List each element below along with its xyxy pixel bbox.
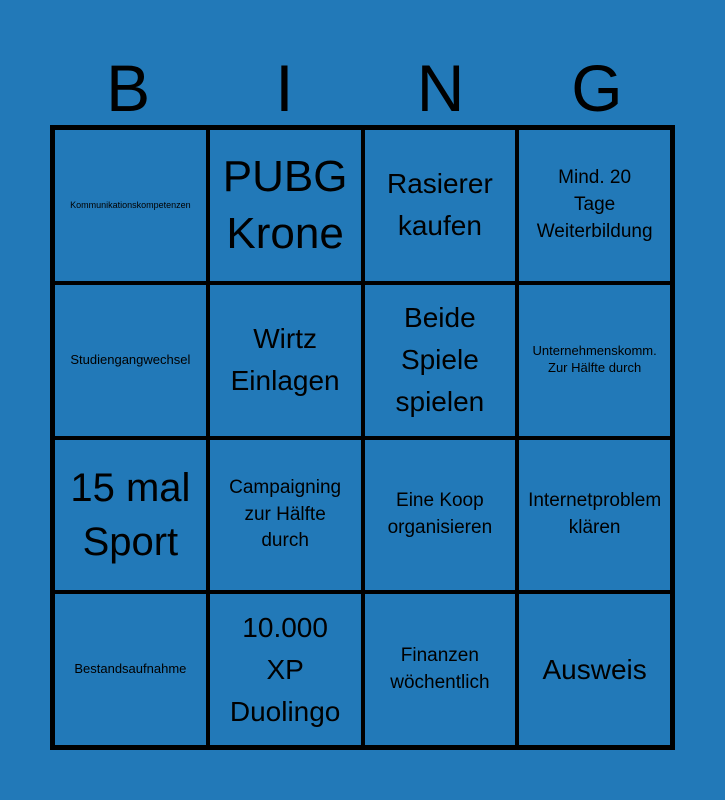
header-letter-b: B xyxy=(106,51,151,125)
bingo-cell[interactable] xyxy=(53,438,208,593)
bingo-cell[interactable] xyxy=(363,128,518,283)
cell-text: Internetproblem klären xyxy=(528,490,662,538)
cell-text: Beide Spiele spielen xyxy=(395,302,485,418)
cell-text: Kommunikationskompetenzen xyxy=(70,199,191,210)
header-letter-g: G xyxy=(571,51,623,125)
header-letter-n: N xyxy=(416,51,465,125)
bingo-cell[interactable] xyxy=(208,283,363,438)
header-letter-i: I xyxy=(275,51,294,125)
bingo-cell[interactable] xyxy=(517,592,672,747)
cell-text: Wirtz Einlagen xyxy=(230,323,340,397)
bingo-cell[interactable] xyxy=(517,438,672,593)
cell-text: Bestandsaufnahme xyxy=(74,661,187,677)
cell-text: 10.000 XP Duolingo xyxy=(229,611,341,727)
bingo-cell[interactable] xyxy=(53,128,208,283)
cell-text: Eine Koop organisieren xyxy=(387,490,493,538)
cell-text: Rasierer kaufen xyxy=(386,168,493,242)
cell-text: Finanzen wöchentlich xyxy=(390,645,490,693)
bingo-cell[interactable] xyxy=(208,592,363,747)
bingo-cell[interactable] xyxy=(53,592,208,747)
bingo-cell[interactable] xyxy=(363,592,518,747)
bingo-cell[interactable] xyxy=(208,438,363,593)
bingo-grid xyxy=(50,125,675,750)
cell-text: 15 mal Sport xyxy=(70,465,191,564)
bingo-cell[interactable] xyxy=(517,128,672,283)
cell-text: PUBG Krone xyxy=(222,152,348,259)
cell-text: Studiengangwechsel xyxy=(70,351,191,367)
cell-text: Unternehmenskomm. Zur Hälfte durch xyxy=(532,343,657,376)
cell-text: Ausweis xyxy=(542,653,647,685)
bingo-header xyxy=(50,52,675,124)
bingo-cell[interactable] xyxy=(53,283,208,438)
bingo-cell[interactable] xyxy=(363,438,518,593)
bingo-cell[interactable] xyxy=(517,283,672,438)
cell-text: Campaigning zur Hälfte durch xyxy=(229,476,342,552)
cell-text: Mind. 20 Tage Weiterbildung xyxy=(536,167,653,242)
bingo-cell[interactable] xyxy=(208,128,363,283)
bingo-cell[interactable] xyxy=(363,283,518,438)
